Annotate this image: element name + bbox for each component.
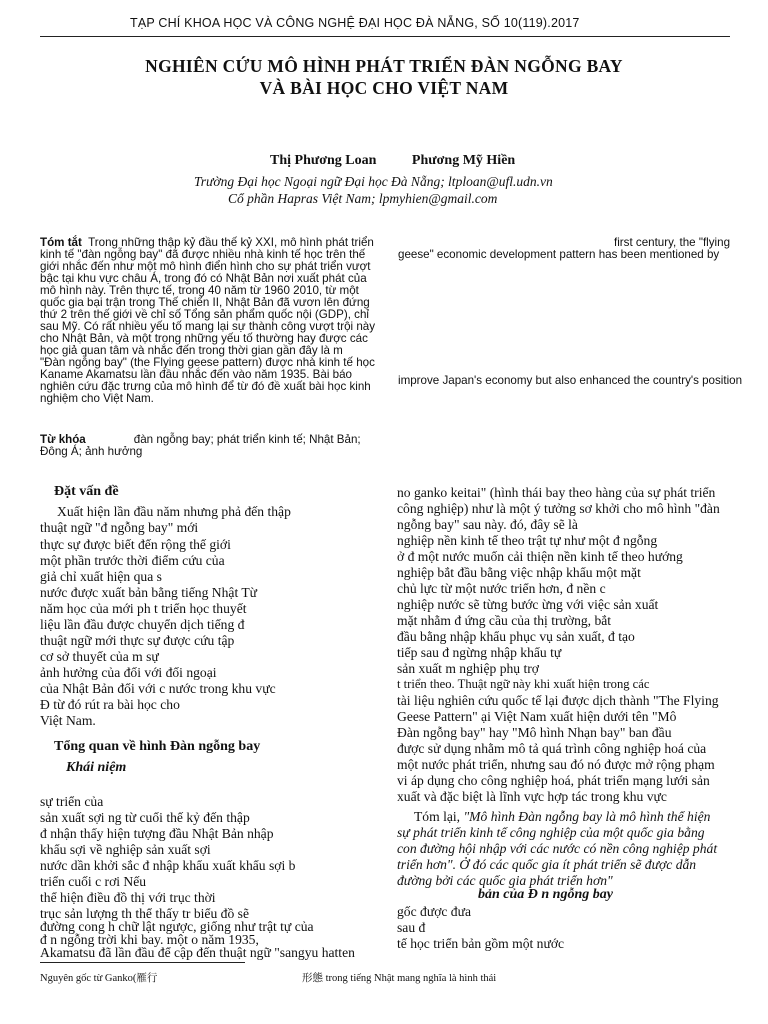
abstract-line: học giả quan tâm và nhắc đến trong thời gian gần đây là m bbox=[40, 344, 343, 357]
quote-line: triển hơn". Ở đó các quốc gia ít phát triển sẽ được dẫn bbox=[397, 857, 697, 872]
affiliation-1: Trường Đại học Ngoại ngữ Đại học Đà Nẵng; ltploan@ufl.udn.vn bbox=[194, 174, 553, 189]
body-line: tiếp sau đ ngừng nhập khẩu tự bbox=[397, 645, 562, 660]
footnote-right: 形態 trong tiếng Nhật mang nghĩa là hình thái bbox=[302, 973, 497, 984]
body-line: khẩu sợi về nghiệp sản xuất sợi bbox=[40, 842, 211, 857]
paper-title-line-1: NGHIÊN CỨU MÔ HÌNH PHÁT TRIỂN ĐÀN NGỖNG BAY bbox=[145, 56, 623, 76]
abstract-line: kinh tế "đàn ngỗng bay" đã được nhiều nhà kinh tế học trên thế bbox=[40, 248, 366, 261]
body-line: nghiệp nước sẽ từng bước ừng với việc sản xuất bbox=[397, 597, 659, 612]
quote-line: sự phát triển kinh tế công nghiệp của một quốc gia bằng bbox=[397, 825, 705, 840]
header-rule bbox=[40, 36, 730, 37]
abstract-line: Kaname Akamatsu lần đầu nhắc đến vào năm 1935. Bài báo bbox=[40, 368, 352, 381]
abstract-line: mô hình này. Trên thực tế, trong 40 năm từ 1960 2010, từ một bbox=[40, 284, 359, 297]
abstract-line: cho Nhật Bản, và một trong những yếu tố thường hay được các bbox=[40, 332, 368, 345]
body-line: mặt nhằm đ ứng cầu của thị trường, bắt bbox=[397, 613, 612, 628]
body-line: sau đ bbox=[397, 920, 426, 935]
quote-line: Tóm lại, "Mô hình Đàn ngỗng bay là mô hình thể hiện bbox=[414, 809, 711, 824]
journal-header: TẠP CHÍ KHOA HỌC VÀ CÔNG NGHỆ ĐẠI HỌC ĐÀ NẴNG, SỐ 10(119).2017 bbox=[130, 16, 580, 30]
body-line: được sử dụng nhằm mô tả quá trình công nghiệp hoá của bbox=[397, 741, 707, 756]
body-line: thể hiện điều đồ thị với trục thời bbox=[40, 890, 216, 905]
quote-line: con đường hội nhập với các nước có nền công nghiệp phát bbox=[397, 841, 718, 856]
body-line: đường cong h chữ lật ngược, giống như trật tự của bbox=[40, 919, 314, 934]
body-line: chủ lực từ một nước triển hơn, đ nền c bbox=[397, 581, 606, 596]
body-line: sự triển của bbox=[40, 794, 104, 809]
body-line: ở đ một nước muốn cải thiện nền kinh tế theo hướng bbox=[397, 549, 683, 564]
body-line: trục sản lượng th thể thấy tr biểu đồ sẽ bbox=[40, 906, 249, 921]
abstract-line: sau Mỹ. Có rất nhiều yếu tố mang lại sự thành công vượt trội này bbox=[40, 320, 376, 333]
body-line: nước dần khởi sắc đ nhập khẩu xuất khẩu sợi b bbox=[40, 858, 296, 873]
section-heading: Đặt vấn đề bbox=[54, 484, 119, 499]
body-line: Akamatsu đã lần đầu để cập đến thuật ngữ "sangyu hatten bbox=[40, 945, 355, 960]
author-1: Thị Phương Loan bbox=[270, 153, 377, 168]
body-line: Việt Nam. bbox=[40, 713, 96, 728]
body-line: năm học của mới ph t triển học thuyết bbox=[40, 601, 247, 616]
body-line: đ n ngỗng trời khi bay. một o năm 1935, bbox=[40, 932, 259, 947]
body-line: vi áp dụng cho công nghiệp hoá, phát triển mạng lưới sản bbox=[397, 773, 710, 788]
body-line: sản xuất sợi ng từ cuối thế kỷ đến thập bbox=[40, 810, 250, 825]
abstract-line: nghiên cứu đặc trưng của mô hình để từ đó đề xuất bài học kinh bbox=[40, 380, 371, 393]
body-line: tài liệu nghiên cứu quốc tế lại được dịch thành "The Flying bbox=[397, 693, 719, 708]
body-line: đ nhận thấy hiện tượng đầu Nhật Bản nhập bbox=[40, 826, 274, 841]
body-line: nghiệp bắt đầu bằng việc nhập khẩu một mặt bbox=[397, 565, 641, 580]
body-line: Đàn ngỗng bay" hay "Mô hình Nhạn bay" ban đầu bbox=[397, 725, 672, 740]
footnote-left: Nguyên gốc từ Ganko(雁行 bbox=[40, 973, 158, 984]
subsection-heading: bản của Đ n ngỗng bay bbox=[478, 887, 613, 902]
abstract-line: thứ 2 trên thế giới về chỉ số Tổng sản phẩm quốc nội (GDP), chỉ bbox=[40, 308, 369, 321]
body-line: gốc được đưa bbox=[397, 904, 472, 919]
body-line: một nước phát triển, nhưng sau đó nó được mở rộng phạm bbox=[397, 757, 715, 772]
body-line: giả chỉ xuất hiện qua s bbox=[40, 569, 162, 584]
english-abstract-line: geese" economic development pattern has been mentioned by bbox=[398, 248, 720, 261]
body-line: Xuất hiện lần đầu năm nhưng phả đến thập bbox=[57, 504, 291, 519]
body-line: ảnh hưởng của đối với đối ngoại bbox=[40, 665, 217, 680]
keywords-line: Từ khóa đàn ngỗng bay; phát triển kinh tế; Nhật Bản; bbox=[40, 433, 361, 446]
author-list bbox=[270, 153, 547, 169]
body-line: cơ sở thuyết của m sự bbox=[40, 649, 159, 664]
body-line: công nghiệp) như là một ý tưởng sơ khởi cho mô hình "đàn bbox=[397, 501, 720, 516]
footnote-rule bbox=[40, 962, 245, 963]
body-line: liệu lần đầu được chuyển dịch tiếng đ bbox=[40, 617, 245, 632]
author-2: Phương Mỹ Hiền bbox=[411, 153, 516, 168]
body-line: nước được xuất bản bằng tiếng Nhật Từ bbox=[40, 585, 258, 600]
keywords-line: Đông Á; ảnh hưởng bbox=[40, 445, 143, 458]
english-abstract-line: first century, the "flying bbox=[614, 236, 731, 249]
body-line: tế học triển bản gồm một nước bbox=[397, 936, 565, 951]
body-line: triển cuối c rơi Nếu bbox=[40, 874, 147, 889]
abstract-line: "Đàn ngỗng bay" (the Flying geese pattern) được nhà kinh tế học bbox=[40, 356, 375, 369]
body-line: Đ từ đó rút ra bài học cho bbox=[40, 697, 180, 712]
body-line: thực sự được biết đến rộng thế giới bbox=[40, 537, 231, 552]
body-line: xuất và đặc biệt là lĩnh vực hợp tác trong khu vực bbox=[397, 789, 667, 804]
body-line: Geese Pattern" ại Việt Nam xuất hiện dưới tên "Mô bbox=[397, 709, 677, 724]
keywords-label: Từ khóa bbox=[40, 433, 86, 446]
affiliation-2: Cổ phần Hapras Việt Nam; lpmyhien@gmail.com bbox=[228, 191, 498, 206]
body-line: đầu bằng nhập khẩu phục vụ sản xuất, đ tạo bbox=[397, 629, 635, 644]
abstract-line: Tóm tắt Trong những thập kỷ đầu thế kỷ XXI, mô hình phát triển bbox=[40, 236, 374, 249]
body-line: một phần trước thời điểm cứu của bbox=[40, 553, 225, 568]
body-line: nghiệp nền kinh tế theo trật tự như một đ ngỗng bbox=[397, 533, 658, 548]
section-heading: Tổng quan về hình Đàn ngỗng bay bbox=[54, 739, 261, 754]
body-line: sản xuất m nghiệp phụ trợ bbox=[397, 661, 539, 676]
body-line: của Nhật Bản đối với c nước trong khu vực bbox=[40, 681, 276, 696]
body-line: thuật ngữ "đ ngỗng bay" mới bbox=[40, 520, 199, 535]
quote-line: đường bởi các quốc gia phát triển hơn" bbox=[397, 873, 613, 888]
paper-title-line-2: VÀ BÀI HỌC CHO VIỆT NAM bbox=[259, 78, 509, 98]
subsection-heading: Khái niệm bbox=[66, 760, 127, 775]
body-line: thuật ngữ mới thực sự được cứu tập bbox=[40, 633, 235, 648]
abstract-line: nghiệm cho Việt Nam. bbox=[40, 392, 154, 405]
english-abstract-line: improve Japan's economy but also enhanced the country's position bbox=[398, 374, 743, 387]
body-line: t triển theo. Thuật ngữ này khi xuất hiện trong các bbox=[397, 677, 650, 691]
abstract-label: Tóm tắt bbox=[40, 236, 82, 249]
abstract-line: quốc gia bại trận trong Thế chiến II, Nhật Bản đã vươn lên đứng bbox=[40, 296, 370, 309]
abstract-line: bậc tại khu vực châu Á, trong đó có Nhật Bản nơi xuất phát của bbox=[40, 272, 367, 285]
body-line: no ganko keitai" (hình thái bay theo hàng của sự phát triển bbox=[397, 485, 716, 500]
body-line: ngỗng bay" sau này. đó, đây sẽ là bbox=[397, 517, 578, 532]
abstract-line: giới nhắc đến như một mô hình điển hình cho sự phát triển vượt bbox=[40, 260, 371, 273]
